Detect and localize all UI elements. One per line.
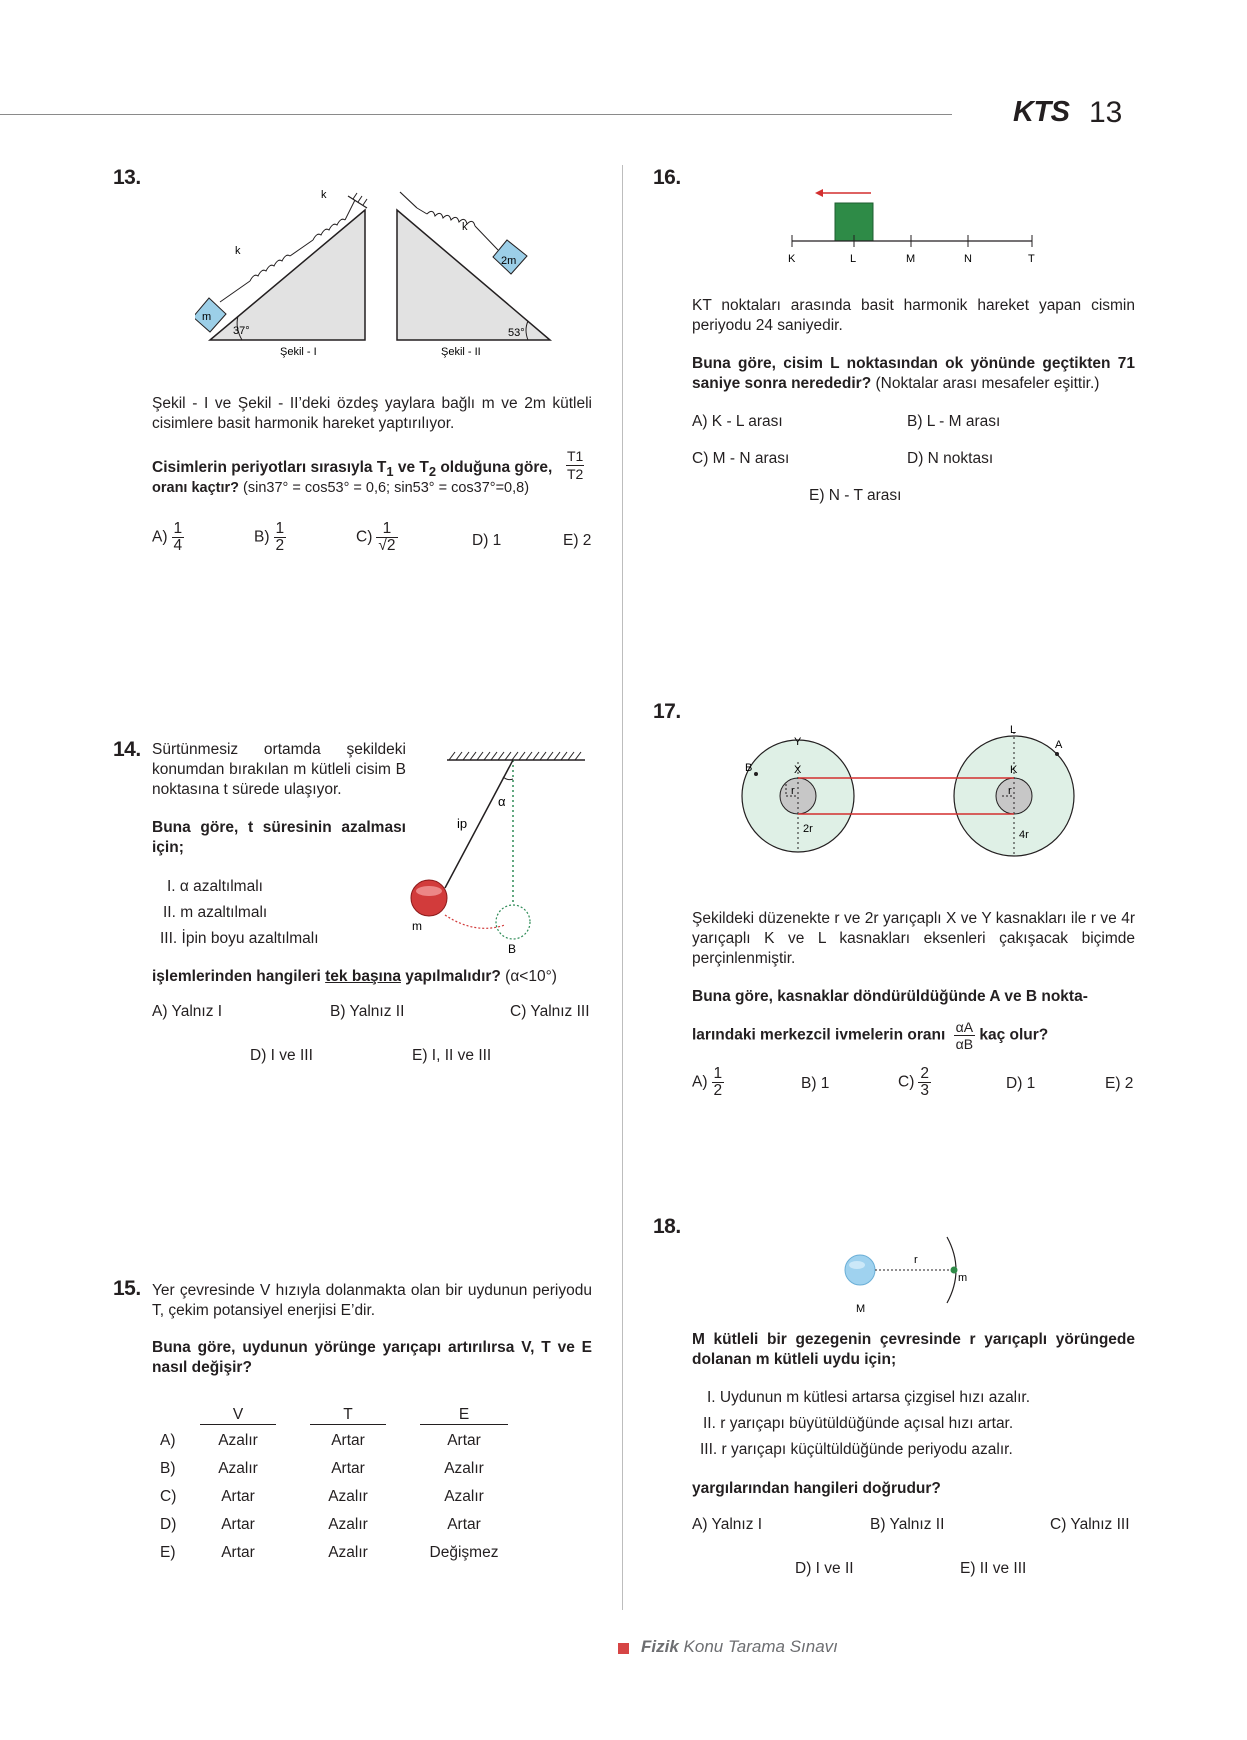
q13-option-b[interactable]: B) $\frac{1}{2}$ <box>254 520 285 554</box>
mass-m-label: m <box>412 919 422 933</box>
q18-option-e[interactable]: E) II ve III <box>960 1560 1027 1577</box>
q16-option-c[interactable]: C) M - N arası <box>692 450 790 467</box>
angle-53-label: 53° <box>508 327 525 339</box>
ball-at-B <box>496 905 530 939</box>
q17-option-c[interactable]: C) $\frac{2}{3}$ <box>898 1065 929 1099</box>
q17-question-line1: Buna göre, kasnaklar döndürüldüğünde A ve B nokta- <box>692 988 1088 1005</box>
q18-option-d[interactable]: D) I ve II <box>795 1560 854 1577</box>
q18-option-c[interactable]: C) Yalnız III <box>1050 1516 1130 1533</box>
q17-option-d[interactable]: D) 1 <box>1006 1075 1036 1092</box>
footer-title: Konu Tarama Sınavı <box>683 1637 838 1656</box>
q14-question: Buna göre, t süresinin azalması için; <box>152 819 406 856</box>
q13-question-line1: Cisimlerin periyotları sırasıyla $T_1$ ve $T_2$ olduğuna göre, <box>152 459 553 480</box>
q16-number: 16. <box>653 166 681 189</box>
label-r-left: r <box>791 785 795 797</box>
q18-item-2: II. r yarıçapı büyütüldüğünde açısal hızı artar. <box>703 1415 1014 1432</box>
q17-question-line2: larındaki merkezcil ivmelerin oranı $\frac{\alpha A}{\alpha B}$ kaç olur? <box>692 1019 1049 1052</box>
q13-number: 13. <box>113 166 141 189</box>
q14-item-2: II. m azaltılmalı <box>163 904 268 921</box>
incline-2 <box>397 210 550 340</box>
header-rule <box>0 114 952 115</box>
footer-subject: Fizik <box>641 1637 679 1656</box>
q18-option-a[interactable]: A) Yalnız I <box>692 1516 763 1533</box>
q13-stem: Şekil - I ve Şekil - II’deki özdeş yaylara bağlı m ve 2m kütleli cisimlere basit harmonik hareket yaptırılıyor. <box>152 395 592 432</box>
label-2r: 2r <box>803 823 813 835</box>
satellite-m <box>951 1267 958 1274</box>
point-A <box>1055 752 1059 756</box>
label-m: m <box>958 1272 968 1284</box>
q15-header-v: V <box>200 1405 276 1425</box>
q17-pulley-figure <box>740 718 1080 868</box>
q13-option-e[interactable]: E) 2 <box>563 532 592 549</box>
alpha-label: α <box>498 794 506 809</box>
figure-2-caption: Şekil - II <box>441 346 481 358</box>
q13-option-d[interactable]: D) 1 <box>472 532 502 549</box>
q18-stem: M kütleli bir gezegenin çevresinde r yarıçaplı yörüngede dolanan m kütleli uydu için; <box>692 1331 1135 1368</box>
q13-figure <box>195 170 560 365</box>
q14-item-3: III. İpin boyu azaltılmalı <box>160 930 319 947</box>
q17-stem: Şekildeki düzenekte r ve 2r yarıçaplı X ve Y kasnakları ile r ve 4r yarıçaplı K ve L kasnakları eksenleri çakışacak biçimde perçinlenmiştir. <box>692 910 1135 967</box>
q16-figure <box>775 180 1045 265</box>
q17-number: 17. <box>653 700 681 723</box>
q14-question-tail: işlemlerinden hangileri tek başına yapılmalıdır? (α<10°) <box>152 968 557 985</box>
q17-option-e[interactable]: E) 2 <box>1105 1075 1134 1092</box>
q14-option-d[interactable]: D) I ve III <box>250 1047 313 1064</box>
q13-ratio: T1 T2 <box>567 448 584 482</box>
brand-logo: KTS <box>1013 96 1070 128</box>
angle-37-label: 37° <box>233 325 250 337</box>
q14-option-a[interactable]: A) Yalnız I <box>152 1003 223 1020</box>
q18-number: 18. <box>653 1215 681 1238</box>
q13-question-line2: oranı kaçtır? (sin37° = cos53° = 0,6; sin53° = cos37°=0,8) <box>152 480 530 496</box>
k-label-3: k <box>462 221 468 233</box>
q18-item-3: III. r yarıçapı küçültüldüğünde periyodu azalır. <box>700 1441 1013 1458</box>
k-label-1: k <box>235 245 241 257</box>
spring-2 <box>427 211 475 226</box>
q14-item-1: I. α azaltılmalı <box>167 878 263 895</box>
label-A: A <box>1055 739 1063 751</box>
label-K: K <box>1010 764 1018 776</box>
point-L-label: L <box>850 253 857 265</box>
q17-option-a[interactable]: A) $\frac{1}{2}$ <box>692 1065 723 1099</box>
label-X: X <box>794 764 802 776</box>
planet-M <box>845 1255 875 1285</box>
footer-text <box>641 1637 838 1657</box>
q16-option-e[interactable]: E) N - T arası <box>809 487 902 504</box>
label-B: B <box>745 762 753 774</box>
label-Y: Y <box>794 736 802 748</box>
q18-item-1: I. Uydunun m kütlesi artarsa çizgisel hızı azalır. <box>707 1389 1031 1406</box>
q18-option-b[interactable]: B) Yalnız II <box>870 1516 945 1533</box>
q15-stem: Yer çevresinde V hızıyla dolanmakta olan bir uydunun periyodu T, çekim potansiyel enerjisi E’dir. <box>152 1282 592 1319</box>
footer-marker <box>618 1643 629 1654</box>
point-T-label: T <box>1028 253 1035 265</box>
q16-option-d[interactable]: D) N noktası <box>907 450 994 467</box>
q14-pendulum-figure <box>405 745 595 960</box>
q16-question: Buna göre, cisim L noktasından ok yönünde geçtikten 71 saniye sonra nerededir? (Noktalar arası mesafeler eşittir.) <box>692 355 1135 392</box>
q16-stem: KT noktaları arasında basit harmonik hareket yapan cismin periyodu 24 saniyedir. <box>692 297 1135 334</box>
label-L: L <box>1010 724 1017 736</box>
string-line <box>445 760 513 888</box>
page-number: 13 <box>1089 96 1123 129</box>
q14-stem: Sürtünmesiz ortamda şekildeki konumdan bırakılan m kütleli cisim B noktasına t sürede ulaşıyor. <box>152 741 406 798</box>
column-divider <box>622 165 623 1610</box>
point-B <box>754 772 758 776</box>
q14-number: 14. <box>113 738 141 761</box>
q15-question: Buna göre, uydunun yörünge yarıçapı artırılırsa V, T ve E nasıl değişir? <box>152 1339 592 1376</box>
q15-header-e: E <box>420 1405 508 1425</box>
mass-m-ball <box>411 880 447 916</box>
label-M: M <box>856 1303 866 1315</box>
point-K-label: K <box>788 253 796 265</box>
label-4r: 4r <box>1019 829 1029 841</box>
q14-option-c[interactable]: C) Yalnız III <box>510 1003 590 1020</box>
label-r-right: r <box>1008 785 1012 797</box>
point-B-label: B <box>508 942 517 956</box>
q16-option-a[interactable]: A) K - L arası <box>692 413 783 430</box>
k-label-2: k <box>321 189 327 201</box>
q13-option-c[interactable]: C) $\frac{1}{√2}$ <box>356 520 396 554</box>
figure-1-caption: Şekil - I <box>280 346 317 358</box>
string-label: ip <box>457 816 468 831</box>
q18-question: yargılarından hangileri doğrudur? <box>692 1480 941 1497</box>
q15-header-t: T <box>310 1405 386 1425</box>
mass-m-label: m <box>202 311 212 323</box>
q17-option-b[interactable]: B) 1 <box>801 1075 830 1092</box>
incline-1 <box>210 210 365 340</box>
q14-option-b[interactable]: B) Yalnız II <box>330 1003 405 1020</box>
point-N-label: N <box>964 253 972 265</box>
q15-number: 15. <box>113 1277 141 1300</box>
point-M-label: M <box>906 253 916 265</box>
q16-option-b[interactable]: B) L - M arası <box>907 413 1001 430</box>
q14-option-e[interactable]: E) I, II ve III <box>412 1047 492 1064</box>
q13-option-a[interactable]: A) $\frac{1}{4}$ <box>152 520 183 554</box>
q18-orbit-figure <box>835 1232 995 1317</box>
mass-2m-label: 2m <box>501 255 517 267</box>
label-r: r <box>914 1254 918 1266</box>
